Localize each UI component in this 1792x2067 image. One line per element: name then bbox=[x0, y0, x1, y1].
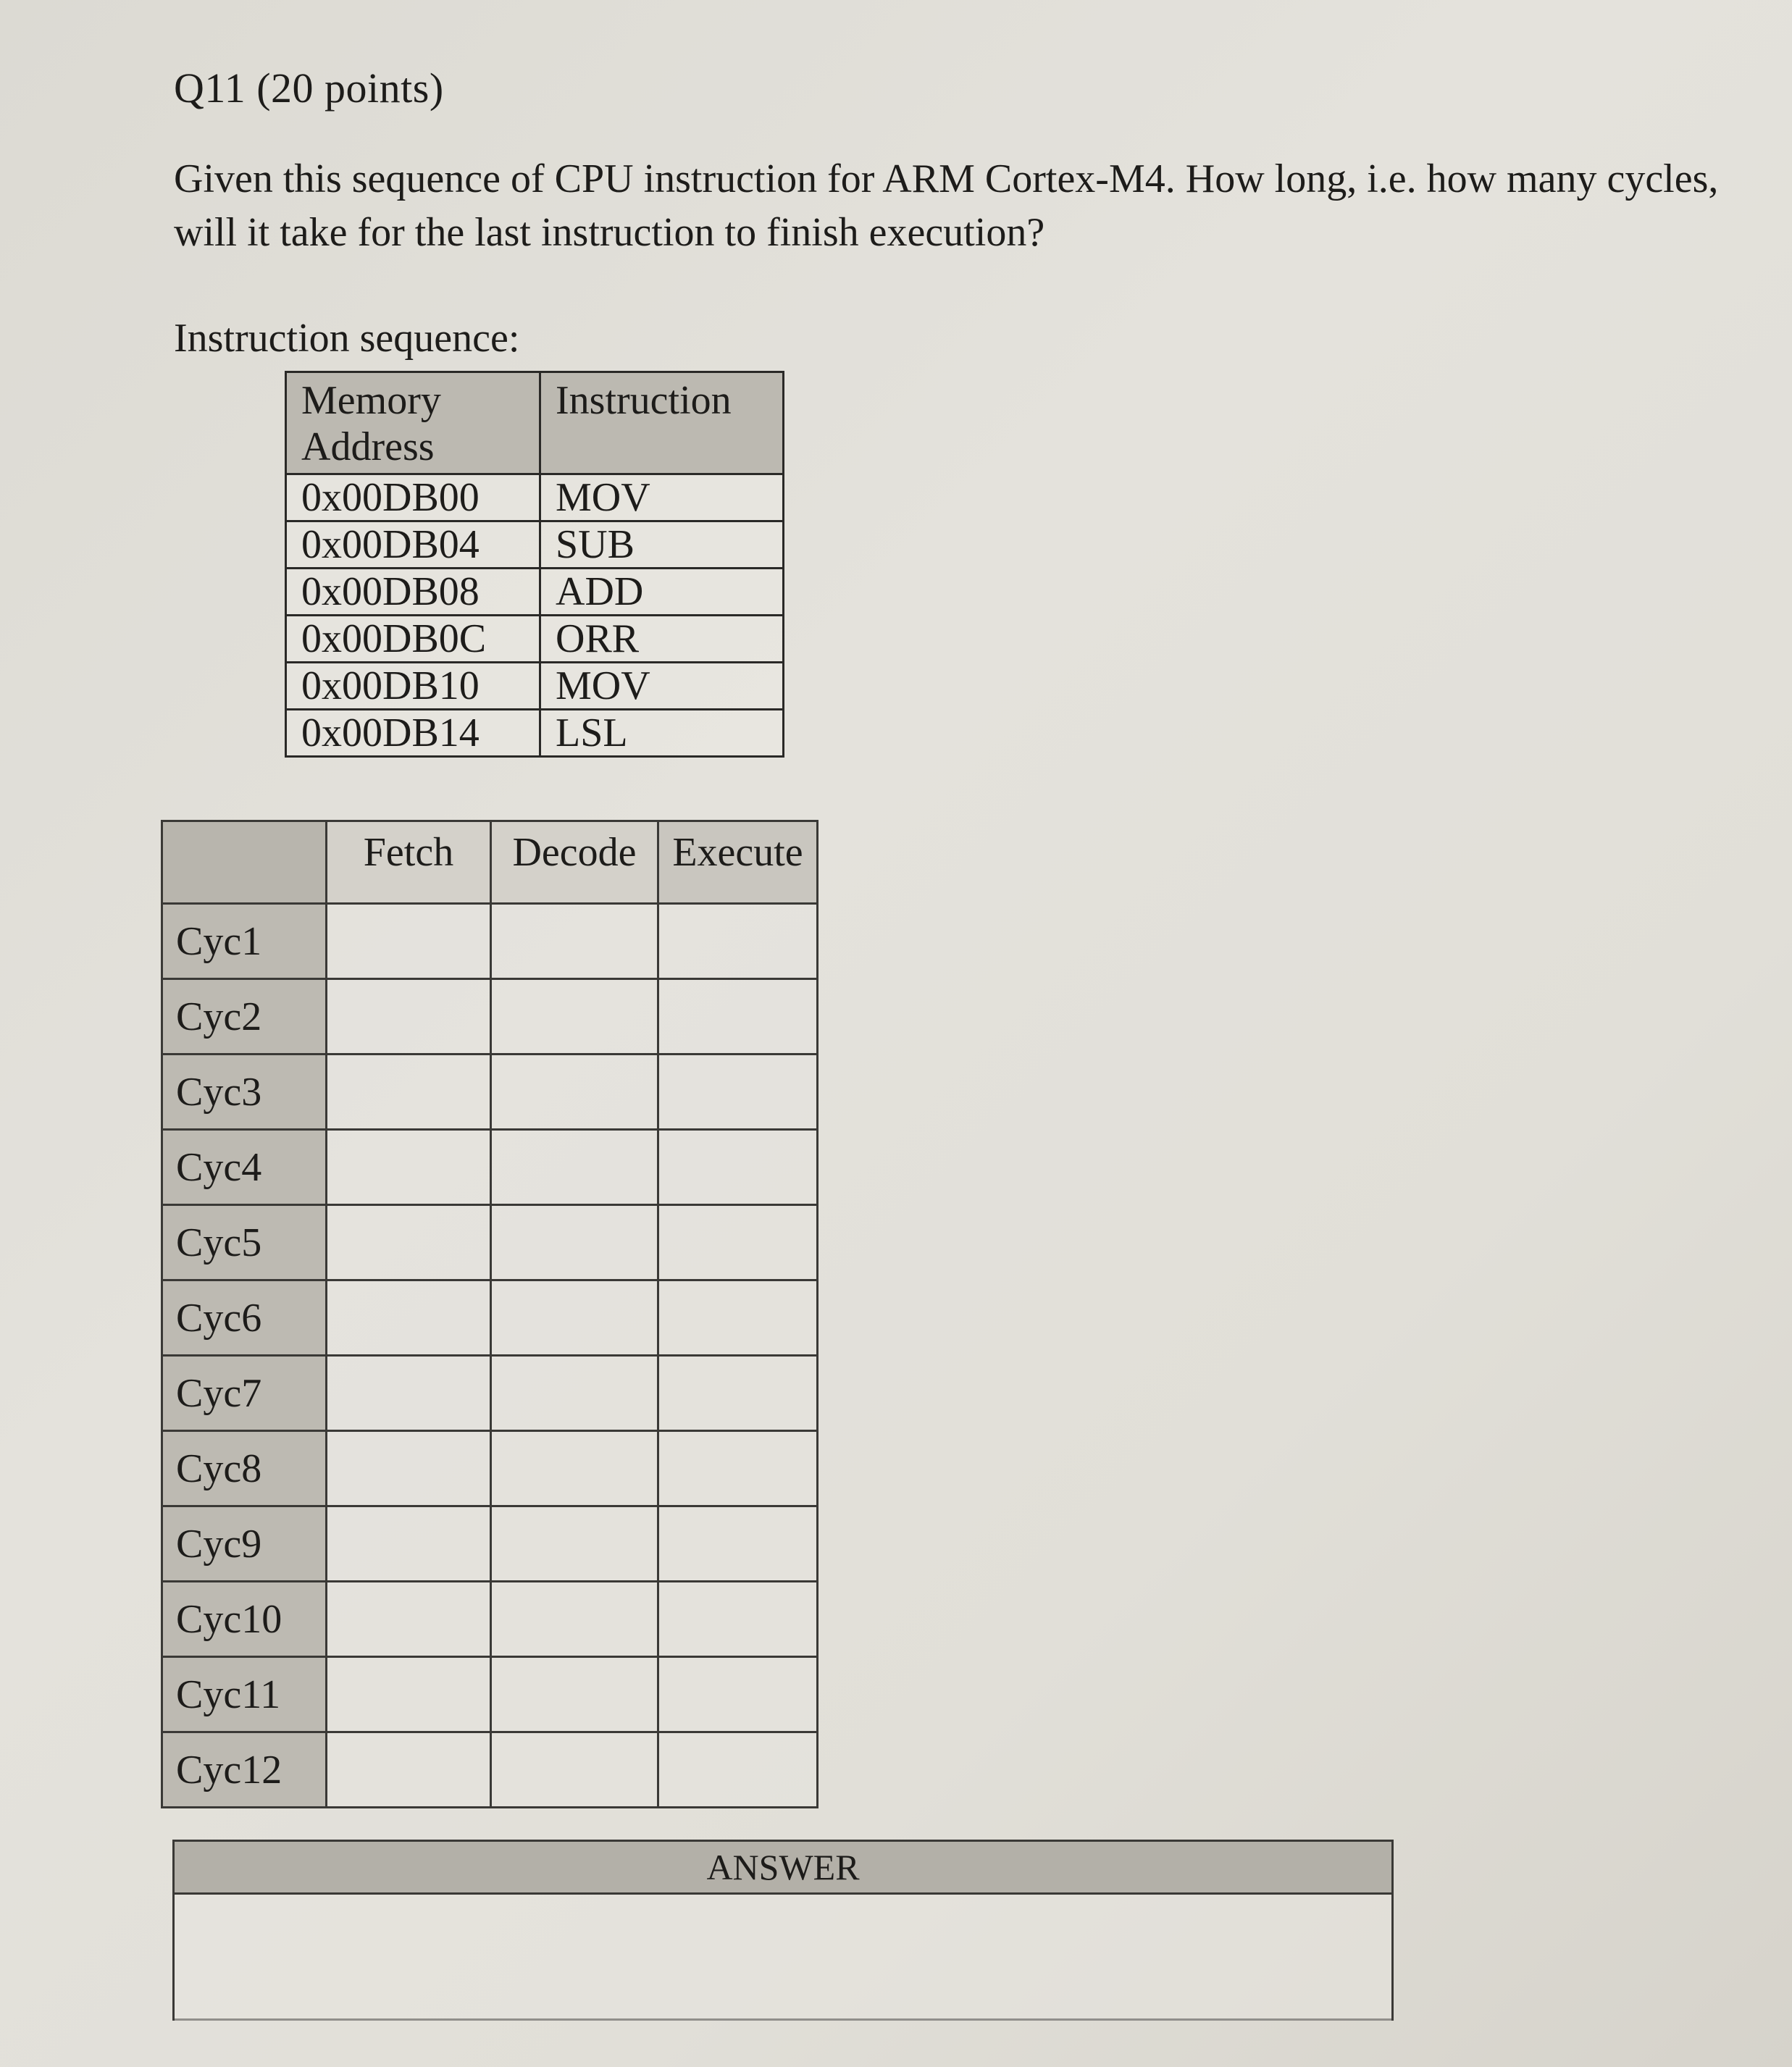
cycle-row bbox=[162, 1657, 818, 1732]
decode-cell[interactable] bbox=[491, 1280, 658, 1356]
instruction-row bbox=[286, 710, 784, 757]
execute-cell[interactable] bbox=[658, 1280, 818, 1356]
instruction-row bbox=[286, 521, 784, 569]
execute-cell[interactable] bbox=[658, 1506, 818, 1582]
execute-cell[interactable] bbox=[658, 904, 818, 979]
decode-cell[interactable] bbox=[491, 1506, 658, 1582]
address-cell: 0x00DB00 bbox=[286, 474, 540, 521]
instruction-row bbox=[286, 474, 784, 521]
instruction-cell: MOV bbox=[540, 474, 784, 521]
fetch-cell[interactable] bbox=[327, 1657, 491, 1732]
cycle-row bbox=[162, 1431, 818, 1506]
cycle-row bbox=[162, 1280, 818, 1356]
pipeline-corner-cell bbox=[162, 821, 327, 904]
cycle-row bbox=[162, 1130, 818, 1205]
cycle-row bbox=[162, 904, 818, 979]
pipeline-header-row bbox=[162, 821, 818, 904]
cycle-row bbox=[162, 1582, 818, 1657]
question-text bbox=[174, 152, 1767, 259]
cycle-row bbox=[162, 1205, 818, 1280]
instruction-cell: SUB bbox=[540, 521, 784, 569]
instruction-table bbox=[285, 371, 784, 758]
execute-cell[interactable] bbox=[658, 1732, 818, 1808]
decode-cell[interactable] bbox=[491, 1657, 658, 1732]
decode-cell[interactable] bbox=[491, 1055, 658, 1130]
cycle-label: Cyc12 bbox=[162, 1732, 327, 1808]
execute-cell[interactable] bbox=[658, 1582, 818, 1657]
pipeline-table bbox=[161, 820, 818, 1808]
header-memory-address bbox=[286, 372, 540, 474]
instruction-row bbox=[286, 616, 784, 663]
instruction-cell: ADD bbox=[540, 569, 784, 616]
fetch-cell[interactable] bbox=[327, 904, 491, 979]
execute-cell[interactable] bbox=[658, 1205, 818, 1280]
decode-cell[interactable] bbox=[491, 1130, 658, 1205]
cycle-label: Cyc1 bbox=[162, 904, 327, 979]
decode-cell[interactable] bbox=[491, 979, 658, 1055]
fetch-cell[interactable] bbox=[327, 1431, 491, 1506]
fetch-cell[interactable] bbox=[327, 1582, 491, 1657]
header-fetch: Fetch bbox=[327, 821, 491, 904]
decode-cell[interactable] bbox=[491, 904, 658, 979]
execute-cell[interactable] bbox=[658, 979, 818, 1055]
header-decode: Decode bbox=[491, 821, 658, 904]
fetch-cell[interactable] bbox=[327, 1055, 491, 1130]
fetch-cell[interactable] bbox=[327, 1356, 491, 1431]
instruction-row bbox=[286, 569, 784, 616]
cycle-label: Cyc5 bbox=[162, 1205, 327, 1280]
fetch-cell[interactable] bbox=[327, 1280, 491, 1356]
fetch-cell[interactable] bbox=[327, 979, 491, 1055]
header-instruction: Instruction bbox=[540, 372, 784, 474]
execute-cell[interactable] bbox=[658, 1055, 818, 1130]
question-line-1: Given this sequence of CPU instruction for ARM Cortex-M4. How long, i.e. how many cycles, bbox=[174, 156, 1719, 201]
cycle-label: Cyc9 bbox=[162, 1506, 327, 1582]
header-execute: Execute bbox=[658, 821, 818, 904]
address-cell: 0x00DB14 bbox=[286, 710, 540, 757]
cycle-row bbox=[162, 1506, 818, 1582]
header-address-line-1: Memory bbox=[301, 378, 441, 423]
fetch-cell[interactable] bbox=[327, 1506, 491, 1582]
cycle-label: Cyc7 bbox=[162, 1356, 327, 1431]
decode-cell[interactable] bbox=[491, 1431, 658, 1506]
cycle-label: Cyc8 bbox=[162, 1431, 327, 1506]
fetch-cell[interactable] bbox=[327, 1205, 491, 1280]
decode-cell[interactable] bbox=[491, 1356, 658, 1431]
address-cell: 0x00DB04 bbox=[286, 521, 540, 569]
cycle-label: Cyc4 bbox=[162, 1130, 327, 1205]
cycle-row bbox=[162, 1356, 818, 1431]
sequence-label: Instruction sequence: bbox=[174, 316, 520, 361]
cycle-label: Cyc3 bbox=[162, 1055, 327, 1130]
cycle-row bbox=[162, 979, 818, 1055]
fetch-cell[interactable] bbox=[327, 1130, 491, 1205]
instruction-cell: MOV bbox=[540, 663, 784, 710]
cycle-row bbox=[162, 1055, 818, 1130]
instruction-row bbox=[286, 663, 784, 710]
header-address-line-2: Address bbox=[301, 424, 435, 469]
decode-cell[interactable] bbox=[491, 1205, 658, 1280]
answer-box bbox=[172, 1840, 1394, 2021]
question-title: Q11 (20 points) bbox=[174, 64, 444, 112]
cycle-label: Cyc2 bbox=[162, 979, 327, 1055]
cycle-label: Cyc11 bbox=[162, 1657, 327, 1732]
execute-cell[interactable] bbox=[658, 1431, 818, 1506]
fetch-cell[interactable] bbox=[327, 1732, 491, 1808]
execute-cell[interactable] bbox=[658, 1657, 818, 1732]
execute-cell[interactable] bbox=[658, 1356, 818, 1431]
cycle-label: Cyc6 bbox=[162, 1280, 327, 1356]
answer-field[interactable] bbox=[175, 1895, 1391, 2021]
decode-cell[interactable] bbox=[491, 1582, 658, 1657]
instruction-cell: ORR bbox=[540, 616, 784, 663]
decode-cell[interactable] bbox=[491, 1732, 658, 1808]
answer-label: ANSWER bbox=[175, 1842, 1391, 1895]
address-cell: 0x00DB08 bbox=[286, 569, 540, 616]
execute-cell[interactable] bbox=[658, 1130, 818, 1205]
address-cell: 0x00DB10 bbox=[286, 663, 540, 710]
instruction-cell: LSL bbox=[540, 710, 784, 757]
cycle-label: Cyc10 bbox=[162, 1582, 327, 1657]
cycle-row bbox=[162, 1732, 818, 1808]
question-line-2: will it take for the last instruction to finish execution? bbox=[174, 210, 1045, 255]
instruction-table-header bbox=[286, 372, 784, 474]
address-cell: 0x00DB0C bbox=[286, 616, 540, 663]
